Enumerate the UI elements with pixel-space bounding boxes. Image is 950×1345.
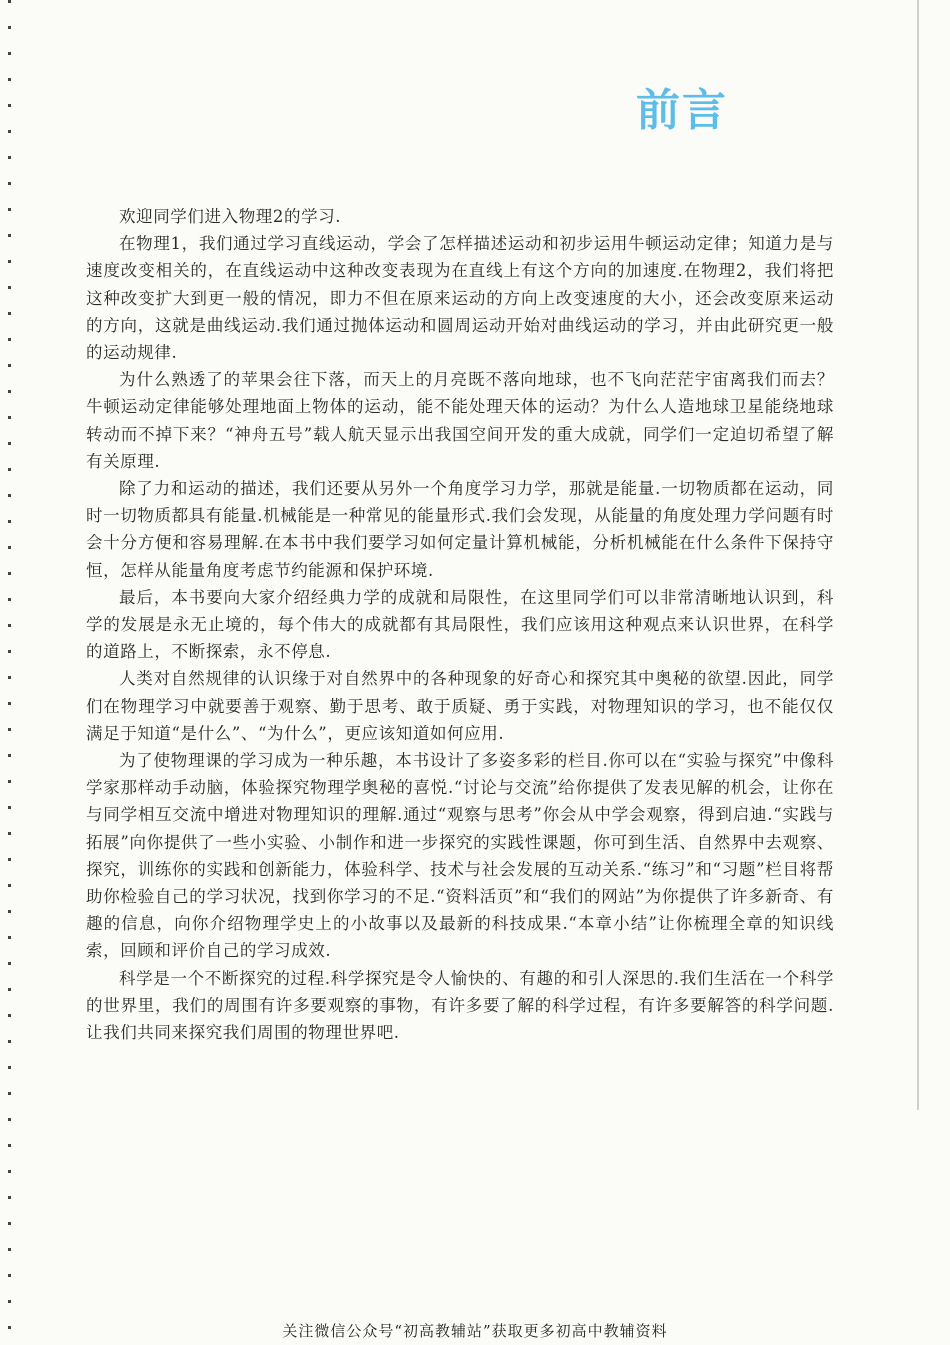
paragraph: 人类对自然规律的认识缘于对自然界中的各种现象的好奇心和探究其中奥秘的欲望.因此，同学们在物理学习中就要善于观察、勤于思考、敢于质疑、勇于实践，对物理知识的学习，也不能仅仅满足于知道“是什么”、“为什么”，更应该知道如何应用. [86, 669, 834, 743]
page-title: 前言 [636, 85, 728, 136]
paragraph: 最后，本书要向大家介绍经典力学的成就和局限性，在这里同学们可以非常清晰地认识到，科学的发展是永无止境的，每个伟大的成就都有其局限性，我们应该用这种观点来认识世界，在科学的道路上，不断探索，永不停息. [86, 587, 834, 662]
binding-edge-marks [8, 0, 11, 1345]
footer-note: 关注微信公众号“初高教辅站”获取更多初高中教辅资料 [282, 1322, 668, 1340]
right-margin-line [917, 0, 919, 1110]
paragraph: 科学是一个不断探究的过程.科学探究是令人愉快的、有趣的和引人深思的.我们生活在一个科学的世界里，我们的周围有许多要观察的事物，有许多要了解的科学过程，有许多要解答的科学问题.让我们共同来探究我们周围的物理世界吧. [86, 968, 834, 1043]
paragraph: 为了使物理课的学习成为一种乐趣，本书设计了多姿多彩的栏目.你可以在“实验与探究”中像科学家那样动手动脑，体验探究物理学奥秘的喜悦.“讨论与交流”给你提供了发表见解的机会，让你在与同学相互交流中增进对物理知识的理解.通过“观察与思考”你会从中学会观察，得到启迪.“实践与拓展”向你提供了一些小实验、小制作和进一步探究的实践性课题，你可到生活、自然界中去观察、探究，训练你的实践和创新能力，体验科学、技术与社会发展的互动关系.“练习”和“习题”栏目将帮助你检验自己的学习状况，找到你学习的不足.“资料活页”和“我们的网站”为你提供了许多新奇、有趣的信息，向你介绍物理学史上的小故事以及最新的科技成果.“本章小结”让你梳理全章的知识线索，回顾和评价自己的学习成效. [86, 751, 834, 961]
paragraph: 除了力和运动的描述，我们还要从另外一个角度学习力学，那就是能量.一切物质都在运动，同时一切物质都具有能量.机械能是一种常见的能量形式.我们会发现，从能量的角度处理力学问题有时会十分方便和容易理解.在本书中我们要学习如何定量计算机械能，分析机械能在什么条件下保持守恒，怎样从能量角度考虑节约能源和保护环境. [86, 479, 834, 580]
preface-body [86, 203, 834, 1046]
paragraph: 欢迎同学们进入物理2的学习. [119, 207, 342, 226]
paragraph: 为什么熟透了的苹果会往下落，而天上的月亮既不落向地球，也不飞向茫茫宇宙离我们而去？牛顿运动定律能够处理地面上物体的运动，能不能处理天体的运动？为什么人造地球卫星能绕地球转动而不掉下来？“神舟五号”载人航天显示出我国空间开发的重大成就，同学们一定迫切希望了解有关原理. [86, 370, 834, 471]
paragraph: 在物理1，我们通过学习直线运动，学会了怎样描述运动和初步运用牛顿运动定律；知道力是与速度改变相关的，在直线运动中这种改变表现为在直线上有这个方向的加速度.在物理2，我们将把这种改变扩大到更一般的情况，即力不但在原来运动的方向上改变速度的大小，还会改变原来运动的方向，这就是曲线运动.我们通过抛体运动和圆周运动开始对曲线运动的学习，并由此研究更一般的运动规律. [86, 234, 834, 363]
